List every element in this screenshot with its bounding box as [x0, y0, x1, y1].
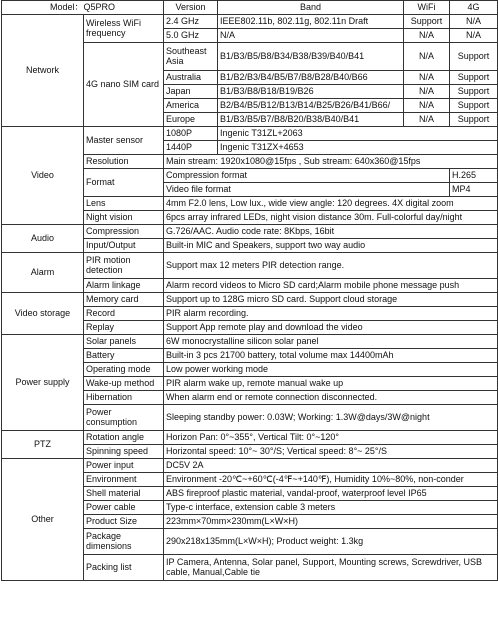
- header-model: Model：Q5PRO: [2, 1, 164, 15]
- value-cell: Support up to 128G micro SD card. Support cloud storage: [164, 293, 498, 307]
- value-cell: G.726/AAC. Audio code rate: 8Kbps, 16bit: [164, 225, 498, 239]
- band-cell: B1/B3/B5/B7/B8/B20/B38/B40/B41: [218, 113, 404, 127]
- version-cell: Southeast Asia: [164, 43, 218, 71]
- header-wifi: WiFi: [404, 1, 450, 15]
- wifi-cell: N/A: [404, 113, 450, 127]
- row-label: Record: [84, 307, 164, 321]
- row-label: Wake-up method: [84, 377, 164, 391]
- table-row: [2, 15, 498, 29]
- g4-cell: N/A: [450, 29, 498, 43]
- table-row: [2, 253, 498, 279]
- row-label: Packing list: [84, 555, 164, 581]
- header-band: Band: [218, 1, 404, 15]
- version-cell: America: [164, 99, 218, 113]
- row-label: Solar panels: [84, 335, 164, 349]
- version-cell: Australia: [164, 71, 218, 85]
- row-label: Power input: [84, 459, 164, 473]
- value-cell: 6pcs array infrared LEDs, night vision distance 30m. Full-colorful day/night: [164, 211, 498, 225]
- row-label: Package dimensions: [84, 529, 164, 555]
- table-row: [2, 293, 498, 307]
- value-cell: Low power working mode: [164, 363, 498, 377]
- band-cell: B1/B3/B8/B18/B19/B26: [218, 85, 404, 99]
- value-cell: Ingenic T31ZL+2063: [218, 127, 498, 141]
- header-version: Version: [164, 1, 218, 15]
- table-row: [2, 459, 498, 473]
- value-cell: Support App remote play and download the video: [164, 321, 498, 335]
- value-cell: Built-in 3 pcs 21700 battery, total volume max 14400mAh: [164, 349, 498, 363]
- header-row: [2, 1, 498, 15]
- row-label: Memory card: [84, 293, 164, 307]
- table-row: [2, 225, 498, 239]
- value-cell: Support max 12 meters PIR detection range.: [164, 253, 498, 279]
- category-ptz: PTZ: [2, 431, 84, 459]
- value-cell: ABS fireproof plastic material, vandal-proof, waterproof level IP65: [164, 487, 498, 501]
- value-cell: Horizontal speed: 10°~ 30°/S; Vertical speed: 8°~ 25°/S: [164, 445, 498, 459]
- g4-cell: N/A: [450, 15, 498, 29]
- row-label: Hibernation: [84, 391, 164, 405]
- g4-cell: Support: [450, 43, 498, 71]
- row-label: PIR motion detection: [84, 253, 164, 279]
- value-cell: Main stream: 1920x1080@15fps , Sub stream: 640x360@15fps: [164, 155, 498, 169]
- row-label: Replay: [84, 321, 164, 335]
- row-label: Environment: [84, 473, 164, 487]
- category-video-storage: Video storage: [2, 293, 84, 335]
- value-cell: 290x218x135mm(L×W×H); Product weight: 1.3kg: [164, 529, 498, 555]
- band-cell: N/A: [218, 29, 404, 43]
- row-label: Resolution: [84, 155, 164, 169]
- row-label: Power consumption: [84, 405, 164, 431]
- category-other: Other: [2, 459, 84, 581]
- wifi-cell: N/A: [404, 43, 450, 71]
- row-label: Alarm linkage: [84, 279, 164, 293]
- value-cell: Video file format: [164, 183, 450, 197]
- wifi-cell: N/A: [404, 99, 450, 113]
- value-cell: PIR alarm wake up, remote manual wake up: [164, 377, 498, 391]
- band-cell: B1/B2/B3/B4/B5/B7/B8/B28/B40/B66: [218, 71, 404, 85]
- category-network: Network: [2, 15, 84, 127]
- value-cell: Built-in MIC and Speakers, support two way audio: [164, 239, 498, 253]
- category-audio: Audio: [2, 225, 84, 253]
- wifi-cell: N/A: [404, 29, 450, 43]
- value-cell: 4mm F2.0 lens, Low lux., wide view angle: 120 degrees. 4X digital zoom: [164, 197, 498, 211]
- value-cell: PIR alarm recording.: [164, 307, 498, 321]
- value-cell: Type-c interface, extension cable 3 meters: [164, 501, 498, 515]
- value-cell: H.265: [450, 169, 498, 183]
- value-cell: Compression format: [164, 169, 450, 183]
- row-label: Lens: [84, 197, 164, 211]
- row-label: Night vision: [84, 211, 164, 225]
- row-label: Spinning speed: [84, 445, 164, 459]
- row-label: Battery: [84, 349, 164, 363]
- wifi-cell: Support: [404, 15, 450, 29]
- sim-card-label: 4G nano SIM card: [84, 43, 164, 127]
- version-cell: 1080P: [164, 127, 218, 141]
- row-label: Shell material: [84, 487, 164, 501]
- value-cell: Environment -20℃~+60℃(-4℉~+140℉), Humidity 10%~80%, non-conder: [164, 473, 498, 487]
- value-cell: DC5V 2A: [164, 459, 498, 473]
- g4-cell: Support: [450, 85, 498, 99]
- version-cell: Japan: [164, 85, 218, 99]
- row-label: Input/Output: [84, 239, 164, 253]
- row-label: Power cable: [84, 501, 164, 515]
- band-cell: B2/B4/B5/B12/B13/B14/B25/B26/B41/B66/: [218, 99, 404, 113]
- format-label: Format: [84, 169, 164, 197]
- version-cell: 5.0 GHz: [164, 29, 218, 43]
- value-cell: Ingenic T31ZX+4653: [218, 141, 498, 155]
- g4-cell: Support: [450, 113, 498, 127]
- value-cell: IP Camera, Antenna, Solar panel, Support, Mounting screws, Screwdriver, USB cable, Manual,Cable tie: [164, 555, 498, 581]
- value-cell: Alarm record videos to Micro SD card;Alarm mobile phone message push: [164, 279, 498, 293]
- table-row: [2, 335, 498, 349]
- header-4g: 4G: [450, 1, 498, 15]
- category-video: Video: [2, 127, 84, 225]
- g4-cell: Support: [450, 99, 498, 113]
- table-row: [2, 127, 498, 141]
- value-cell: Sleeping standby power: 0.03W; Working: 1.3W@days/3W@night: [164, 405, 498, 431]
- wifi-frequency-label: Wireless WiFi frequency: [84, 15, 164, 43]
- value-cell: Horizon Pan: 0°~355°, Vertical Tilt: 0°~120°: [164, 431, 498, 445]
- row-label: Product Size: [84, 515, 164, 529]
- value-cell: 223mm×70mm×230mm(L×W×H): [164, 515, 498, 529]
- wifi-cell: N/A: [404, 85, 450, 99]
- version-cell: 1440P: [164, 141, 218, 155]
- row-label: Operating mode: [84, 363, 164, 377]
- spec-table: [1, 0, 498, 581]
- value-cell: When alarm end or remote connection disconnected.: [164, 391, 498, 405]
- table-row: [2, 431, 498, 445]
- band-cell: B1/B3/B5/B8/B34/B38/B39/B40/B41: [218, 43, 404, 71]
- row-label: Compression: [84, 225, 164, 239]
- master-sensor-label: Master sensor: [84, 127, 164, 155]
- row-label: Rotation angle: [84, 431, 164, 445]
- band-cell: IEEE802.11b, 802.11g, 802.11n Draft: [218, 15, 404, 29]
- category-alarm: Alarm: [2, 253, 84, 293]
- g4-cell: Support: [450, 71, 498, 85]
- wifi-cell: N/A: [404, 71, 450, 85]
- version-cell: 2.4 GHz: [164, 15, 218, 29]
- value-cell: 6W monocrystalline silicon solar panel: [164, 335, 498, 349]
- category-power-supply: Power supply: [2, 335, 84, 431]
- value-cell: MP4: [450, 183, 498, 197]
- version-cell: Europe: [164, 113, 218, 127]
